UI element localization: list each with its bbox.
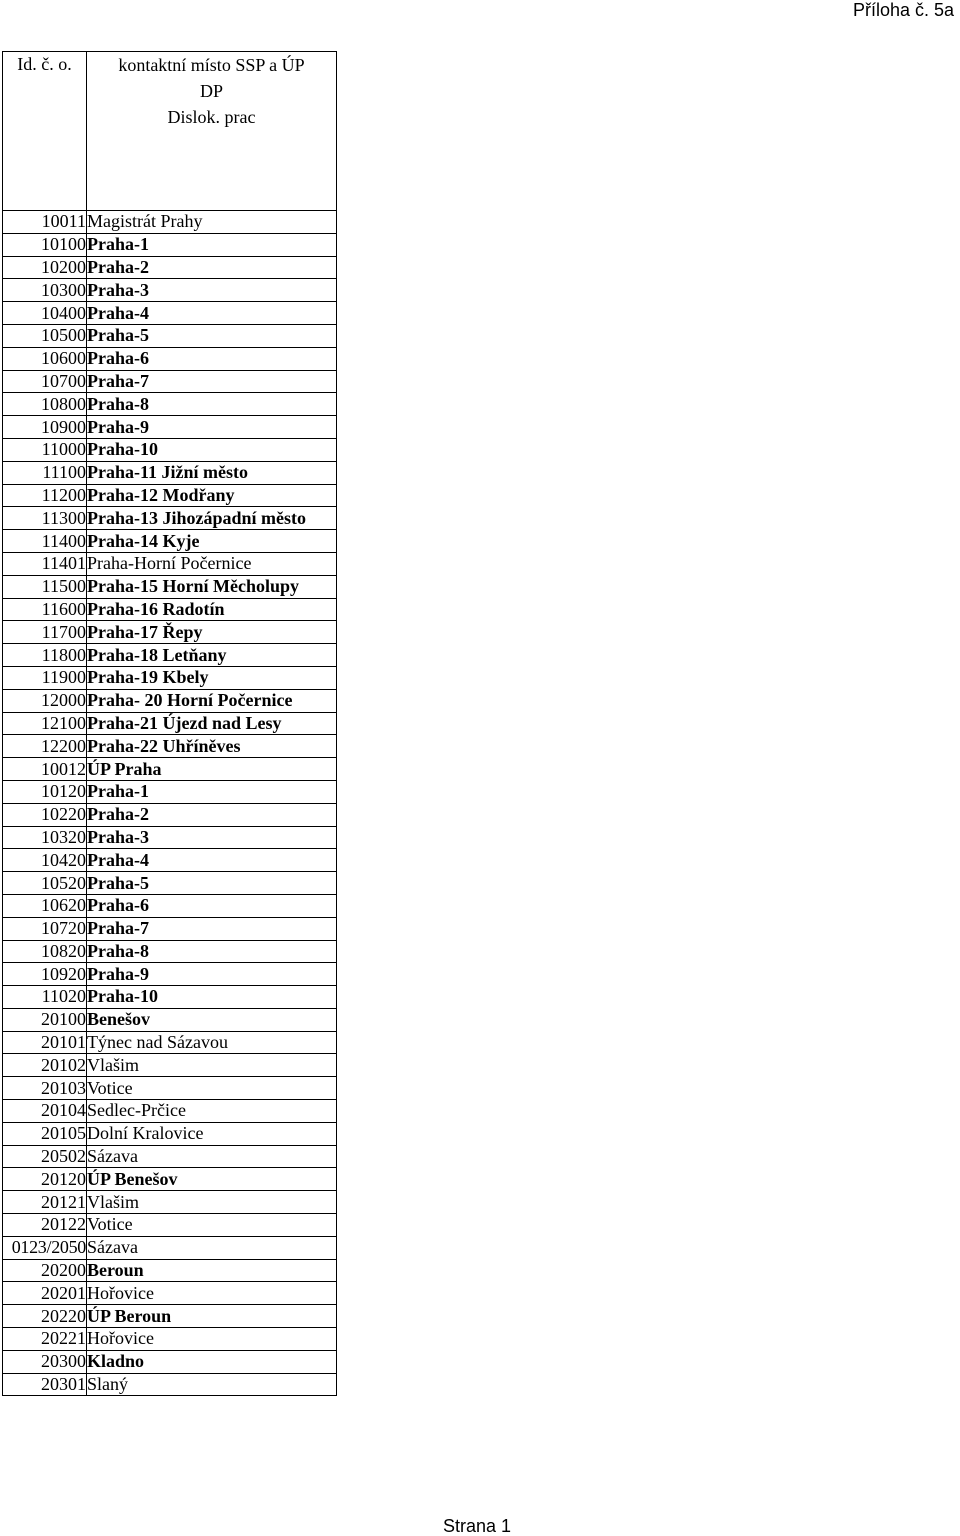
row-id: 10920 (3, 963, 87, 986)
row-id: 12000 (3, 689, 87, 712)
table-row (3, 1145, 337, 1168)
row-id: 12100 (3, 712, 87, 735)
table-row (3, 1236, 337, 1259)
row-id: 11700 (3, 621, 87, 644)
row-name: Praha-2 (87, 256, 337, 279)
table-row (3, 940, 337, 963)
table-row (3, 1100, 337, 1123)
row-name: Praha-12 Modřany (87, 484, 337, 507)
table-row (3, 211, 337, 234)
table-body (3, 211, 337, 1396)
column-header-name-line: DP (199, 81, 223, 101)
table-row (3, 461, 337, 484)
row-name: Praha-6 (87, 894, 337, 917)
table-row (3, 233, 337, 256)
row-name: Praha-11 Jižní město (87, 461, 337, 484)
table-row (3, 324, 337, 347)
row-name: ÚP Benešov (87, 1168, 337, 1191)
table-row (3, 256, 337, 279)
row-id: 11100 (3, 461, 87, 484)
column-header-id: Id. č. o. (3, 52, 87, 211)
row-id: 11020 (3, 986, 87, 1009)
row-name: Praha-4 (87, 302, 337, 325)
row-name: Praha-19 Kbely (87, 666, 337, 689)
row-name: Praha-8 (87, 393, 337, 416)
row-id: 0123/2050 (3, 1236, 87, 1259)
row-name: Praha-21 Újezd nad Lesy (87, 712, 337, 735)
row-id: 10820 (3, 940, 87, 963)
row-name: Benešov (87, 1008, 337, 1031)
row-id: 10420 (3, 849, 87, 872)
row-name: Praha-1 (87, 233, 337, 256)
table-row (3, 1259, 337, 1282)
row-id: 12200 (3, 735, 87, 758)
row-name: ÚP Praha (87, 758, 337, 781)
row-id: 10220 (3, 803, 87, 826)
row-name: Praha-Horní Počernice (87, 552, 337, 575)
office-table (2, 51, 337, 1396)
row-name: Praha-5 (87, 324, 337, 347)
row-name: Sedlec-Prčice (87, 1100, 337, 1123)
table-row (3, 1191, 337, 1214)
row-name: Sázava (87, 1236, 337, 1259)
table-row (3, 917, 337, 940)
row-name: Dolní Kralovice (87, 1122, 337, 1145)
row-id: 20100 (3, 1008, 87, 1031)
row-id: 10800 (3, 393, 87, 416)
row-name: Praha-3 (87, 279, 337, 302)
table-row (3, 758, 337, 781)
table-row (3, 598, 337, 621)
row-id: 20122 (3, 1214, 87, 1237)
table-row (3, 575, 337, 598)
row-id: 10011 (3, 211, 87, 234)
row-name: Votice (87, 1214, 337, 1237)
row-name: Praha-2 (87, 803, 337, 826)
table-row (3, 279, 337, 302)
row-id: 20104 (3, 1100, 87, 1123)
row-id: 20301 (3, 1373, 87, 1396)
row-name: Beroun (87, 1259, 337, 1282)
row-name: Praha-3 (87, 826, 337, 849)
row-id: 10500 (3, 324, 87, 347)
table-row (3, 986, 337, 1009)
row-id: 20220 (3, 1305, 87, 1328)
row-name: Praha-9 (87, 963, 337, 986)
row-name: Praha-1 (87, 780, 337, 803)
row-name: Praha-22 Uhříněves (87, 735, 337, 758)
row-name: Vlašim (87, 1191, 337, 1214)
table-row (3, 963, 337, 986)
table-row (3, 1328, 337, 1351)
row-name: Praha-10 (87, 438, 337, 461)
table-row (3, 1031, 337, 1054)
table-row (3, 552, 337, 575)
row-name: Praha-14 Kyje (87, 530, 337, 553)
table-row (3, 1122, 337, 1145)
table-row (3, 1214, 337, 1237)
row-id: 20201 (3, 1282, 87, 1305)
table-row (3, 1305, 337, 1328)
column-header-name (87, 52, 337, 211)
table-row (3, 1054, 337, 1077)
row-name: Praha-9 (87, 416, 337, 439)
row-id: 20200 (3, 1259, 87, 1282)
row-name: Praha-7 (87, 370, 337, 393)
table-row (3, 1373, 337, 1396)
row-name: Praha-15 Horní Měcholupy (87, 575, 337, 598)
row-name: Praha-4 (87, 849, 337, 872)
row-id: 10100 (3, 233, 87, 256)
row-id: 10320 (3, 826, 87, 849)
table-row (3, 530, 337, 553)
row-name: Praha-18 Letňany (87, 644, 337, 667)
table-row (3, 1168, 337, 1191)
row-id: 10900 (3, 416, 87, 439)
row-id: 20221 (3, 1328, 87, 1351)
row-name: Praha-13 Jihozápadní město (87, 507, 337, 530)
table-row (3, 780, 337, 803)
row-name: ÚP Beroun (87, 1305, 337, 1328)
table-row (3, 438, 337, 461)
row-id: 10300 (3, 279, 87, 302)
table-row (3, 347, 337, 370)
table-row (3, 370, 337, 393)
table-row (3, 1282, 337, 1305)
row-name: Praha-16 Radotín (87, 598, 337, 621)
row-id: 10400 (3, 302, 87, 325)
row-name: Praha-8 (87, 940, 337, 963)
row-id: 10700 (3, 370, 87, 393)
row-name: Praha-7 (87, 917, 337, 940)
row-name: Praha-17 Řepy (87, 621, 337, 644)
table-row (3, 302, 337, 325)
table-row (3, 803, 337, 826)
row-id: 20300 (3, 1350, 87, 1373)
table-row (3, 894, 337, 917)
row-id: 10720 (3, 917, 87, 940)
row-id: 11200 (3, 484, 87, 507)
table-row (3, 666, 337, 689)
table-header-row (3, 52, 337, 211)
row-id: 11000 (3, 438, 87, 461)
table-row (3, 712, 337, 735)
row-id: 11600 (3, 598, 87, 621)
table-row (3, 507, 337, 530)
row-id: 11400 (3, 530, 87, 553)
row-id: 10120 (3, 780, 87, 803)
row-id: 11800 (3, 644, 87, 667)
row-id: 20102 (3, 1054, 87, 1077)
row-name: Votice (87, 1077, 337, 1100)
row-name: Sázava (87, 1145, 337, 1168)
table-row (3, 393, 337, 416)
table-row (3, 1350, 337, 1373)
row-id: 10600 (3, 347, 87, 370)
row-name: Kladno (87, 1350, 337, 1373)
table-row (3, 872, 337, 895)
row-name: Hořovice (87, 1328, 337, 1351)
row-name: Praha- 20 Horní Počernice (87, 689, 337, 712)
table-row (3, 849, 337, 872)
table-row (3, 735, 337, 758)
table-row (3, 826, 337, 849)
column-header-name-line: Dislok. prac (167, 107, 256, 127)
row-id: 20502 (3, 1145, 87, 1168)
row-id: 20120 (3, 1168, 87, 1191)
row-id: 10012 (3, 758, 87, 781)
row-id: 20101 (3, 1031, 87, 1054)
column-header-name-line: kontaktní místo SSP a ÚP (118, 55, 305, 75)
table-row (3, 1008, 337, 1031)
row-id: 11300 (3, 507, 87, 530)
table-row (3, 644, 337, 667)
row-name: Praha-5 (87, 872, 337, 895)
row-name: Magistrát Prahy (87, 211, 337, 234)
row-name: Praha-6 (87, 347, 337, 370)
table-row (3, 689, 337, 712)
row-id: 20105 (3, 1122, 87, 1145)
table-row (3, 416, 337, 439)
row-id: 10200 (3, 256, 87, 279)
row-name: Týnec nad Sázavou (87, 1031, 337, 1054)
row-name: Vlašim (87, 1054, 337, 1077)
row-name: Praha-10 (87, 986, 337, 1009)
row-id: 10620 (3, 894, 87, 917)
row-name: Slaný (87, 1373, 337, 1396)
row-id: 20103 (3, 1077, 87, 1100)
table-row (3, 621, 337, 644)
row-id: 11401 (3, 552, 87, 575)
row-id: 20121 (3, 1191, 87, 1214)
table-row (3, 1077, 337, 1100)
page-footer-number: Strana 1 (443, 1516, 512, 1536)
row-id: 11900 (3, 666, 87, 689)
row-id: 10520 (3, 872, 87, 895)
row-name: Hořovice (87, 1282, 337, 1305)
page-header-label: Příloha č. 5a (852, 0, 954, 20)
row-id: 11500 (3, 575, 87, 598)
table-row (3, 484, 337, 507)
